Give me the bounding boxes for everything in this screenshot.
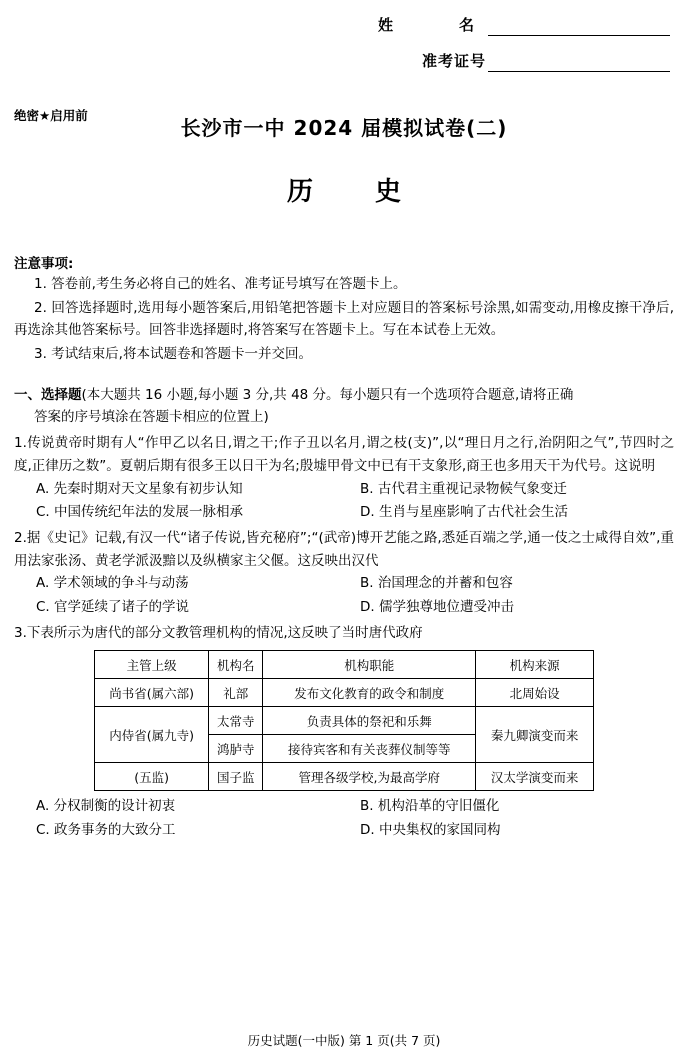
question-2: [0, 527, 688, 572]
name-label: 姓 名: [377, 16, 486, 34]
ticket-field-row: [0, 50, 688, 72]
ticket-input-line[interactable]: [488, 54, 670, 72]
table-cell: 秦九卿演变而来: [476, 707, 594, 763]
government-agency-table: [94, 650, 594, 791]
secret-notice: 绝密★启用前: [14, 108, 88, 123]
table-header-cell: 机构职能: [263, 651, 476, 679]
option-a[interactable]: A. 分权制衡的设计初衷: [36, 798, 176, 815]
option-b[interactable]: B. 治国理念的并蓄和包容: [360, 575, 513, 592]
section-desc-cont: 答案的序号填涂在答题卡相应的位置上): [34, 409, 269, 426]
question-text: 传说黄帝时期有人“作甲乙以名日,谓之干;作子丑以名月,谓之枝(支)”,以“理日月之行,治阴阳之气”,节四时之度,正律历之数”。夏朝后期有很多王以日干为名;殷墟甲骨文中已有干支象形,商王也多用天干为代号。这说明: [14, 435, 674, 474]
question-3: [0, 622, 688, 645]
option-d[interactable]: D. 中央集权的家国同构: [360, 821, 501, 838]
option-a[interactable]: A. 先秦时期对天文星象有初步认知: [36, 480, 243, 497]
table-cell: (五监): [95, 763, 209, 791]
question-text: 据《史记》记载,有汉一代“诸子传说,皆充秘府”;“(武帝)博开艺能之路,悉延百端之学,通一伎之士咸得自效”,重用法家张汤、黄老学派汲黯以及纵横家主父偃。这反映出汉代: [14, 529, 674, 569]
option-b[interactable]: B. 机构沿革的守旧僵化: [360, 798, 500, 815]
table-row: [95, 679, 594, 707]
table-cell: 国子监: [209, 763, 263, 791]
notice-item: 3. 考试结束后,将本试题卷和答题卡一并交回。: [34, 345, 312, 362]
question-number: 2.: [14, 529, 27, 546]
table-header-cell: 主管上级: [95, 651, 209, 679]
table-header-cell: 机构来源: [476, 651, 594, 679]
table-header-cell: 机构名: [209, 651, 263, 679]
table-cell: 鸿胪寺: [209, 735, 263, 763]
option-a[interactable]: A. 学术领域的争斗与动荡: [36, 575, 189, 592]
question-stem: [14, 527, 674, 572]
option-b[interactable]: B. 古代君主重视记录物候气象变迁: [360, 480, 567, 497]
table-row: [95, 763, 594, 791]
question-2-options: [0, 572, 688, 618]
notice-item: 2. 回答选择题时,选用每小题答案后,用铅笔把答题卡上对应题目的答案标号涂黑,如需变动,用橡皮擦干净后,再选涂其他答案标号。回答非选择题时,将答案写在答题卡上。写在本试卷上无效。: [14, 299, 674, 338]
option-c[interactable]: C. 中国传统纪年法的发展一脉相承: [36, 503, 244, 520]
option-d[interactable]: D. 儒学独尊地位遭受冲击: [360, 598, 514, 615]
exam-page: [0, 14, 688, 1057]
question-number: 3.: [14, 624, 27, 641]
table-cell: 礼部: [209, 679, 263, 707]
question-number: 1.: [14, 435, 27, 452]
table-cell: 发布文化教育的政令和制度: [263, 679, 476, 707]
section-heading: [0, 385, 688, 429]
option-c[interactable]: C. 政务事务的大致分工: [36, 821, 176, 838]
name-input-line[interactable]: [488, 18, 670, 36]
section-desc: (本大题共 16 小题,每小题 3 分,共 48 分。每小题只有一个选项符合题意,请将正确: [81, 387, 574, 404]
question-text: 下表所示为唐代的部分文教管理机构的情况,这反映了当时唐代政府: [26, 624, 423, 641]
question-1: [0, 432, 688, 477]
table-cell: 接待宾客和有关丧葬仪制等等: [263, 735, 476, 763]
notice-title: 注意事项:: [14, 256, 74, 272]
table-row: [95, 707, 594, 735]
table-cell: 内侍省(属九寺): [95, 707, 209, 763]
page-title: 长沙市一中 2024 届模拟试卷(二): [180, 116, 508, 140]
question-stem: [14, 432, 674, 477]
page-footer: 历史试题(一中版) 第 1 页(共 7 页): [247, 1033, 441, 1048]
table-cell: 负责具体的祭祀和乐舞: [263, 707, 476, 735]
option-d[interactable]: D. 生肖与星座影响了古代社会生活: [360, 503, 568, 520]
table-cell: 管理各级学校,为最高学府: [263, 763, 476, 791]
question-stem: [14, 622, 674, 645]
table-cell: 太常寺: [209, 707, 263, 735]
table-cell: 尚书省(属六部): [95, 679, 209, 707]
notice-item: 1. 答卷前,考生务必将自己的姓名、准考证号填写在答题卡上。: [34, 276, 407, 292]
question-3-options: [0, 795, 688, 841]
notice-block: [0, 252, 688, 365]
option-c[interactable]: C. 官学延续了诸子的学说: [36, 598, 190, 615]
table-cell: 北周始设: [476, 679, 594, 707]
ticket-label: 准考证号: [421, 52, 486, 70]
section-label: 一、选择题: [14, 387, 82, 404]
question-1-options: [0, 478, 688, 524]
subject-title: 历 史: [286, 177, 419, 207]
name-field-row: [0, 14, 688, 36]
table-cell: 汉太学演变而来: [476, 763, 594, 791]
table-header-row: [95, 651, 594, 679]
